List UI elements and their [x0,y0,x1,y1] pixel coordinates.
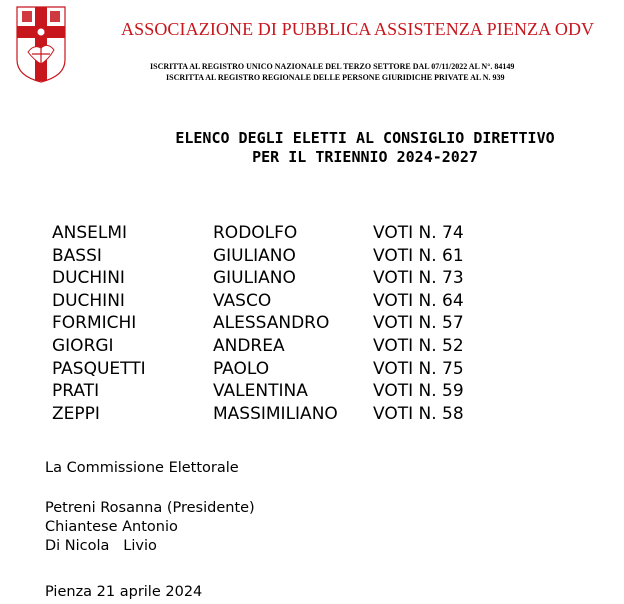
elected-votes: VOTI N. 75 [373,358,464,379]
national-registration: ISCRITTA AL REGISTRO UNICO NAZIONALE DEL TERZO SETTORE DAL 07/11/2022 AL N°. 84149 [150,62,515,71]
elected-votes: VOTI N. 58 [373,403,464,424]
elected-votes: VOTI N. 64 [373,290,464,311]
elected-votes: VOTI N. 57 [373,313,464,334]
elected-name: MASSIMILIANO [213,403,338,424]
elected-name: GIULIANO [213,245,296,266]
list-item [52,335,572,358]
organization-name: ASSOCIAZIONE DI PUBBLICA ASSISTENZA PIENZA ODV [121,19,595,39]
elected-name: RODOLFO [213,223,298,243]
place-date: Pienza 21 aprile 2024 [45,584,203,600]
elected-name: ANDREA [213,335,285,356]
list-item [52,267,572,290]
elected-name: VASCO [213,290,272,311]
regional-registration: ISCRITTA AL REGISTRO REGIONALE DELLE PERSONE GIURIDICHE PRIVATE AL N. 939 [166,73,505,82]
list-item [52,222,572,245]
list-item [52,403,572,426]
elected-surname: ANSELMI [52,223,128,243]
elected-votes: VOTI N. 73 [373,268,464,289]
elected-surname: PASQUETTI [52,358,146,379]
elected-name: ALESSANDRO [213,313,330,334]
elected-name: GIULIANO [213,268,296,289]
elected-name: PAOLO [213,358,270,379]
elected-surname: BASSI [52,245,102,266]
list-item [52,245,572,268]
elected-name: VALENTINA [213,381,308,402]
list-item [52,380,572,403]
list-item [52,312,572,335]
elected-surname: FORMICHI [52,313,137,334]
elected-surname: DUCHINI [52,290,125,311]
commission-title: La Commissione Elettorale [45,460,239,476]
list-item [52,358,572,381]
elected-surname: GIORGI [52,335,114,356]
elected-votes: VOTI N. 74 [373,223,464,243]
elected-votes: VOTI N. 52 [373,335,464,356]
elected-surname: PRATI [52,381,100,402]
elected-votes: VOTI N. 61 [373,245,464,266]
commission-member: Di Nicola Livio [45,538,157,554]
elected-surname: ZEPPI [52,403,100,424]
elected-list [52,222,572,425]
elected-surname: DUCHINI [52,268,125,289]
association-logo [14,4,68,84]
elected-votes: VOTI N. 59 [373,381,464,402]
commission-member: Chiantese Antonio [45,519,178,535]
document-title-line1: ELENCO DEGLI ELETTI AL CONSIGLIO DIRETTIVO [175,129,555,147]
list-item [52,290,572,313]
commission-member: Petreni Rosanna (Presidente) [45,500,255,516]
document-title-line2: PER IL TRIENNIO 2024-2027 [252,148,478,166]
